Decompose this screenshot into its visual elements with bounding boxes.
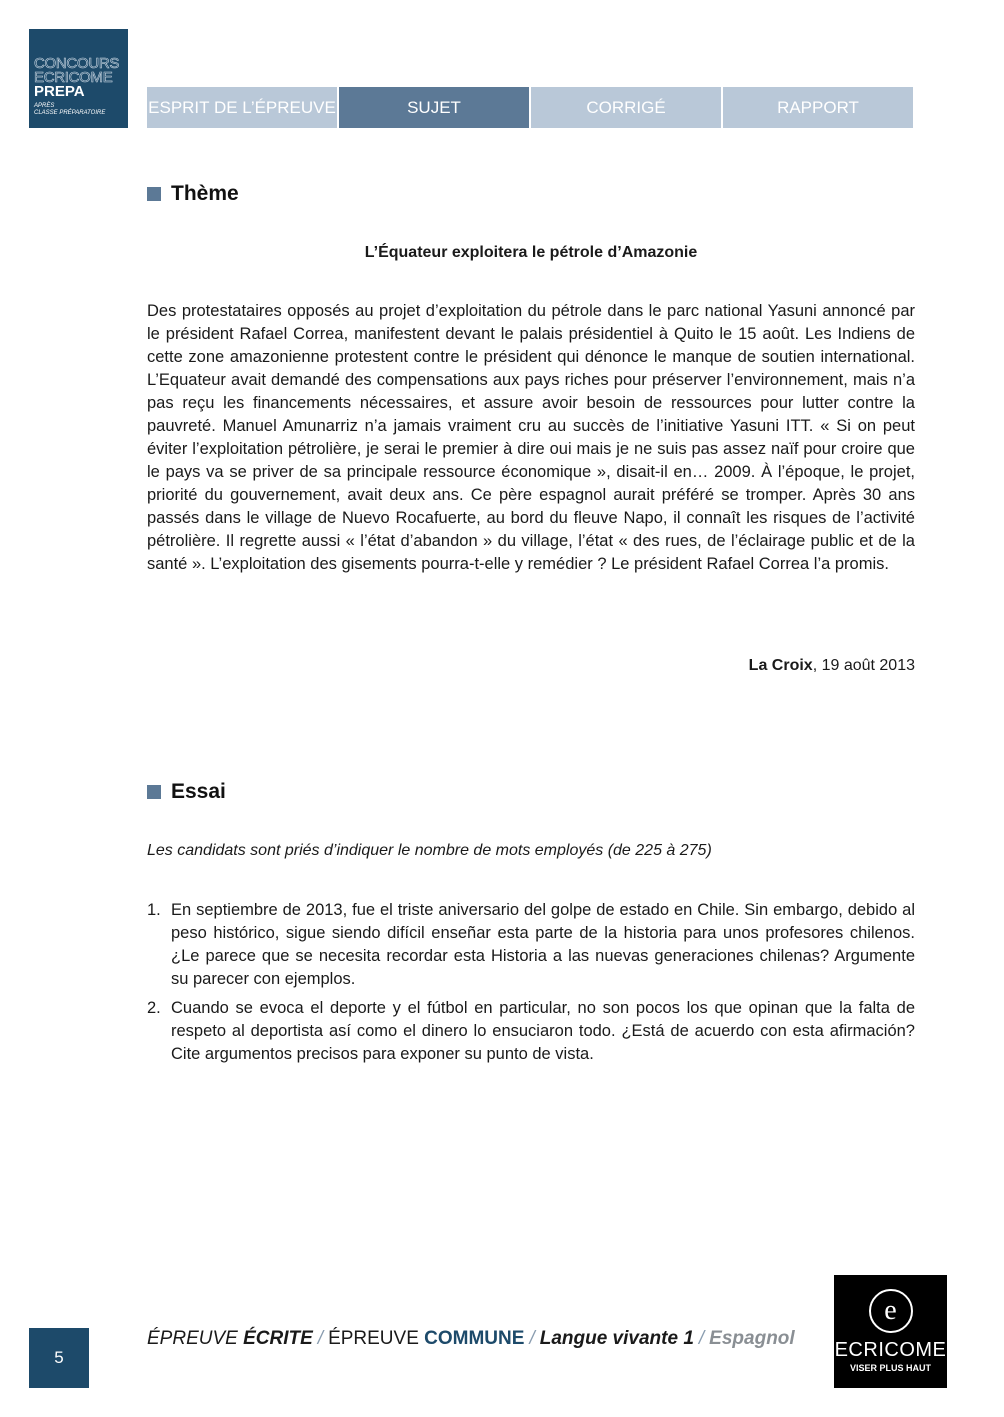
footer-ecrite: ÉCRITE	[243, 1328, 313, 1349]
square-bullet-icon	[147, 785, 161, 799]
tab-esprit-epreuve[interactable]: ESPRIT DE L’ÉPREUVE	[147, 87, 337, 128]
question-list	[147, 899, 915, 1072]
footer-epreuve-2: ÉPREUVE	[328, 1328, 419, 1349]
footer-langue: Langue vivante 1	[539, 1328, 694, 1349]
section-tabs	[147, 87, 915, 128]
article-body: Des protestataires opposés au projet d’exploitation du pétrole dans le parc national Yasuni annoncé par le président Rafael Correa, manifestent devant le palais présidentiel à Quito le 15 août. Les Indiens de cette zone amazonienne protestent contre le président qui dénonce le manque de soutien international. L’Equateur avait demandé des compensations aux pays riches pour préserver l’environnement, mais n’a pas reçu les financements nécessaires, et assure avoir besoin de ressources pour lutter contre la pauvreté. Manuel Amunarriz n’a jamais vraiment cru au succès de l’initiative Yasuni ITT. « Si on peut éviter l’exploitation pétrolière, je serai le premier à dire oui mais je ne suis pas assez naïf pour croire que le pays va se priver de sa principale ressource économique », disait-il en… 2009. À l’époque, le projet, priorité du gouvernement, avait deux ans. Ce père espagnol aurait préféré se tromper. Après 30 ans passés dans le village de Nuevo Rocafuerte, au bord du fleuve Napo, il connaît les risques de l’activité pétrolière. Il regrette aussi « l’état d’abandon » du village, l’état « des rues, de l’éclairage public et de la santé ». L’exploitation des gisements pourra-t-elle y remédier ? Le président Rafael Correa l’a promis.	[147, 302, 915, 573]
article-title: L’Équateur exploitera le pétrole d’Amazonie	[364, 244, 698, 261]
source-date: , 19 août 2013	[812, 657, 915, 674]
tab-corrige[interactable]: CORRIGÉ	[531, 87, 721, 128]
essai-heading	[147, 780, 226, 804]
footer-separator: /	[698, 1328, 705, 1349]
concours-ecricome-logo	[29, 29, 128, 128]
list-item	[147, 899, 915, 991]
source-name: La Croix	[748, 657, 813, 674]
article-source	[147, 657, 915, 675]
question-number: 1.	[147, 901, 161, 919]
logo-line-prepa: PREPA	[34, 83, 85, 100]
page-number: 5	[29, 1328, 89, 1388]
logo-line-ecricome: ECRICOME	[34, 69, 113, 86]
question-text: Cuando se evoca el deporte y el fútbol en particular, no son pocos los que opinan que la falta de respeto al deportista así como el dinero lo ensuciaron todo. ¿Está de acuerdo con esta afirmación? Cite argumentos precisos para exponer su punto de vista.	[171, 999, 915, 1063]
footer-epreuve: ÉPREUVE	[147, 1328, 238, 1349]
tab-rapport[interactable]: RAPPORT	[723, 87, 913, 128]
ecricome-logo	[834, 1275, 947, 1388]
tab-sujet[interactable]: SUJET	[339, 87, 529, 128]
ecricome-logo-name: ECRICOME	[834, 1339, 947, 1361]
footer-separator: /	[317, 1328, 324, 1349]
square-bullet-icon	[147, 187, 161, 201]
theme-heading	[147, 182, 239, 206]
logo-line-concours: CONCOURS	[34, 55, 120, 72]
footer-separator: /	[529, 1328, 535, 1349]
list-item	[147, 997, 915, 1066]
logo-line-subtitle	[34, 103, 128, 117]
question-text: En septiembre de 2013, fue el triste aniversario del golpe de estado en Chile. Sin embargo, debido al peso histórico, sigue siendo difícil enseñar esta parte de la historia para unos profesores chilenos. ¿Le parece que se necesita recordar esta Historia a las nuevas generaciones chilenas? Argumente su parecer con ejemplos.	[171, 901, 915, 988]
logo-apres: APRÈS	[34, 103, 55, 109]
question-number: 2.	[147, 999, 161, 1017]
footer-commune: COMMUNE	[424, 1328, 525, 1349]
footer-label	[147, 1328, 795, 1350]
essai-heading-label: Essai	[171, 780, 226, 803]
ecricome-logo-slogan: VISER PLUS HAUT	[849, 1363, 931, 1373]
essai-instruction: Les candidats sont priés d’indiquer le nombre de mots employés (de 225 à 275)	[147, 842, 712, 859]
ecricome-e-icon: e	[869, 1289, 913, 1333]
footer-espagnol: Espagnol	[709, 1328, 795, 1349]
theme-heading-label: Thème	[171, 182, 239, 205]
logo-classe-prep: CLASSE PRÉPARATOIRE	[34, 110, 106, 116]
